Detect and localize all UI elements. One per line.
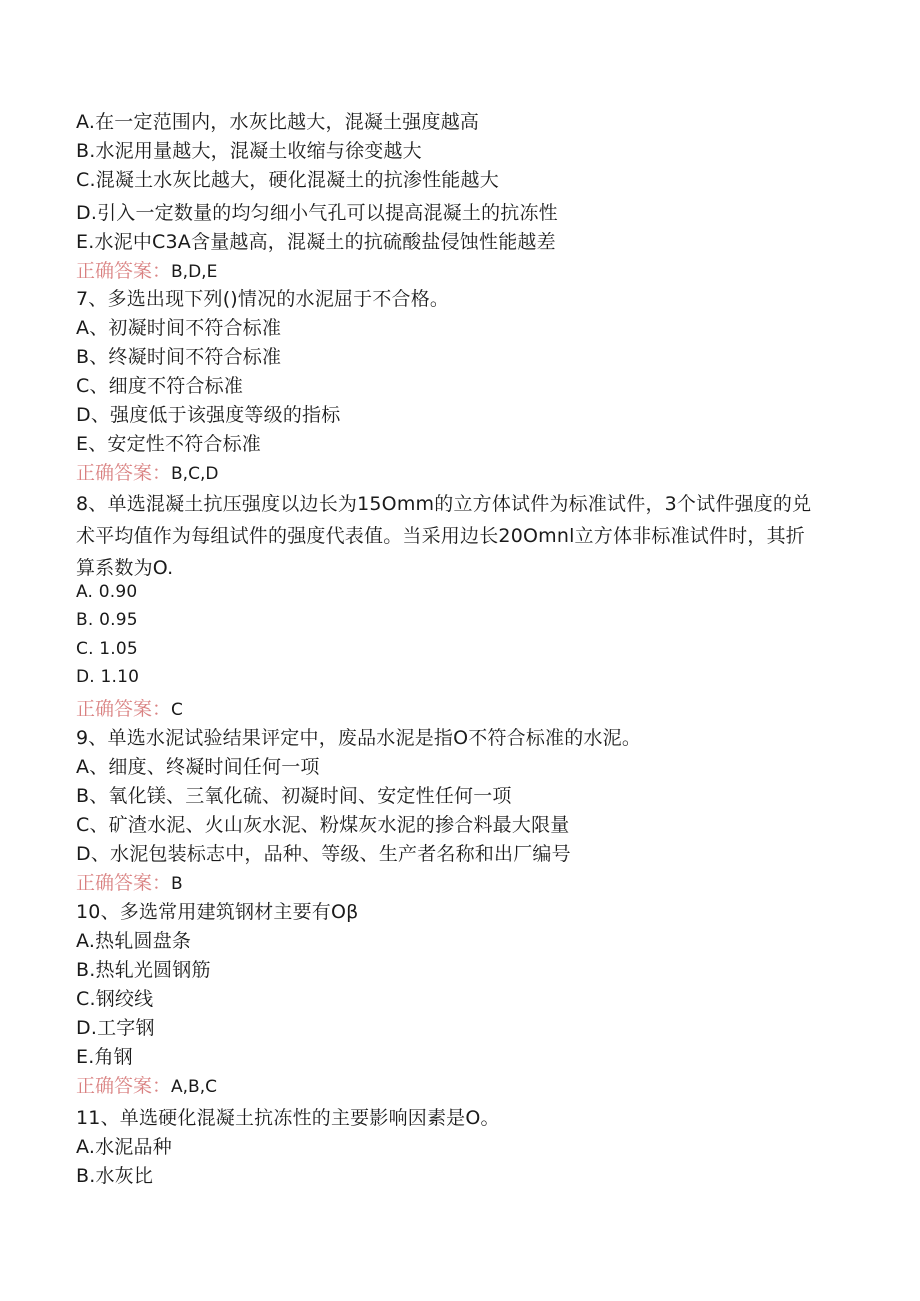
answer-label: 正确答案：	[76, 260, 172, 282]
q7-option-d: D、强度低于该强度等级的指标	[76, 404, 341, 426]
q6-option-e: E.水泥中C3A含量越高，混凝土的抗硫酸盐侵蚀性能越差	[76, 231, 556, 253]
answer-value: B,C,D	[171, 464, 219, 484]
q9-option-b: B、氧化镁、三氧化硫、初凝时间、安定性任何一项	[76, 785, 512, 807]
q8-question: 8、单选混凝土抗压强度以边长为15Omm的立方体试件为标准试件，3个试件强度的兑术平均值作为每组试件的强度代表值。当采用边长20Omnl立方体非标准试件时，其折算系数为O.	[76, 493, 812, 579]
answer-label: 正确答案：	[76, 1075, 172, 1097]
q7-answer	[76, 461, 218, 486]
q9-option-d: D、水泥包装标志中，品种、等级、生产者名称和出厂编号	[76, 843, 571, 865]
q8-option-b: B. 0.95	[76, 610, 138, 630]
answer-label: 正确答案：	[76, 872, 172, 894]
q9-option-c: C、矿渣水泥、火山灰水泥、粉煤灰水泥的掺合料最大限量	[76, 814, 570, 836]
q6-option-b: B.水泥用量越大，混凝土收缩与徐变越大	[76, 140, 422, 162]
q8-answer	[76, 697, 183, 722]
q10-option-b: B.热轧光圆钢筋	[76, 959, 211, 981]
q7-option-e: E、安定性不符合标准	[76, 433, 262, 455]
q10-answer	[76, 1074, 217, 1099]
q10-option-a: A.热轧圆盘条	[76, 930, 192, 952]
answer-value: B	[171, 874, 183, 894]
answer-label: 正确答案：	[76, 462, 172, 484]
answer-label: 正确答案：	[76, 698, 172, 720]
q9-answer	[76, 871, 183, 896]
q7-question: 7、多选出现下列()情况的水泥屈于不合格。	[76, 288, 450, 310]
q6-option-c: C.混凝土水灰比越大，硬化混凝土的抗渗性能越大	[76, 169, 499, 191]
q6-answer	[76, 259, 217, 284]
answer-value: B,D,E	[171, 262, 218, 282]
q10-option-e: E.角钢	[76, 1046, 133, 1068]
q11-option-a: A.水泥品种	[76, 1136, 172, 1158]
q9-option-a: A、细度、终凝时间任何一项	[76, 756, 320, 778]
q6-option-a: A.在一定范围内，水灰比越大，混凝土强度越高	[76, 111, 480, 133]
q8-option-d: D. 1.10	[76, 667, 140, 687]
q8-option-a: A. 0.90	[76, 582, 138, 602]
q7-option-b: B、终凝时间不符合标准	[76, 346, 282, 368]
q10-option-d: D.工字钢	[76, 1017, 155, 1039]
answer-value: C	[171, 700, 183, 720]
q9-question: 9、单选水泥试验结果评定中，废品水泥是指O不符合标准的水泥。	[76, 727, 642, 749]
q11-option-b: B.水灰比	[76, 1165, 154, 1187]
q10-option-c: C.钢绞线	[76, 988, 154, 1010]
q10-question: 10、多选常用建筑钢材主要有Oβ	[76, 901, 359, 923]
q7-option-c: C、细度不符合标准	[76, 375, 244, 397]
q7-option-a: A、初凝时间不符合标准	[76, 317, 282, 339]
q11-question: 11、单选硬化混凝土抗冻性的主要影响因素是O。	[76, 1107, 500, 1129]
q8-option-c: C. 1.05	[76, 639, 138, 659]
answer-value: A,B,C	[171, 1077, 217, 1097]
q6-option-d: D.引入一定数量的均匀细小气孔可以提高混凝土的抗冻性	[76, 202, 558, 224]
